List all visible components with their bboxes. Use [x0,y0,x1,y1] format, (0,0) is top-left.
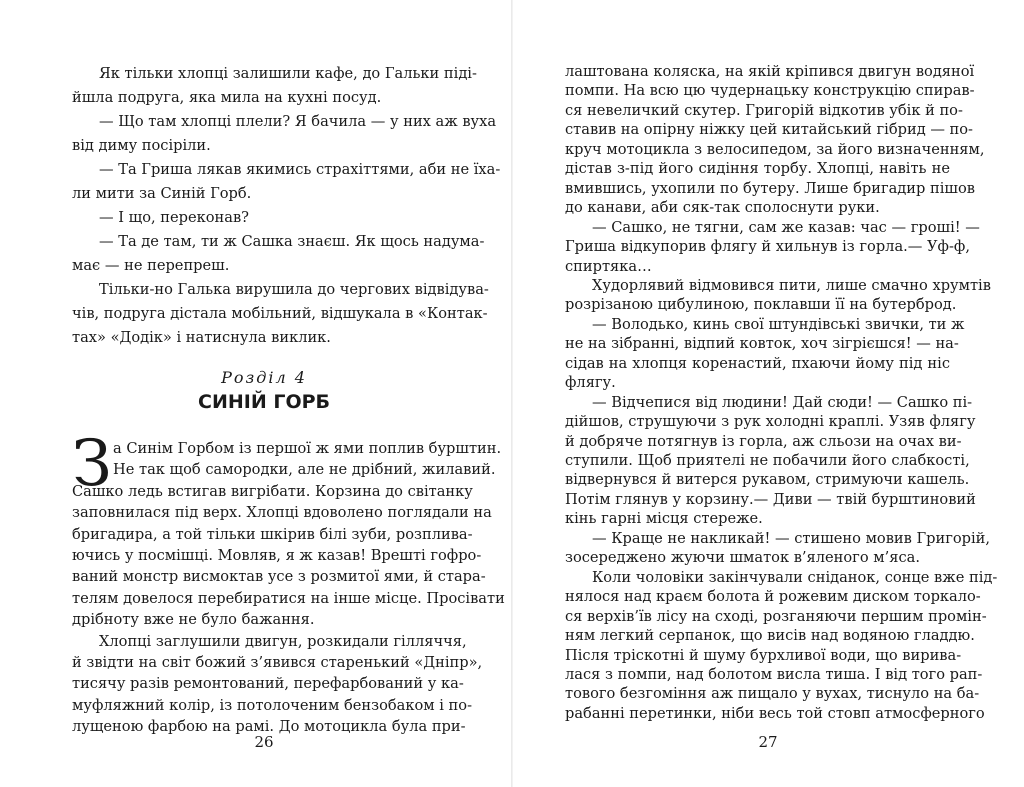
text-line: зосереджено жуючи шматок в’яленого м’яса. [565,549,920,567]
right-page [512,0,1024,787]
page-number: 26 [254,733,274,751]
text-line: заповнилася під верх. Хлопці вдоволено поглядали на [72,504,492,522]
text-line: муфляжний колір, із потолоченим бензобаком і по- [72,696,473,714]
text-line: бригадира, а той тільки шкірив білі зуби, розплива- [72,525,473,543]
text-line: флягу. [565,374,616,392]
chapter-title: СИНІЙ ГОРБ [198,391,330,413]
text-line: Хлопці заглушили двигун, розкидали гілляччя, [99,632,467,650]
text-line: лаштована коляска, на якій кріпився двигун водяної [565,63,975,80]
text-line: дістав з-під його сидіння торбу. Хлопці, навіть не [565,160,950,178]
text-line: йшла подруга, яка мила на кухні посуд. [72,89,382,106]
text-line: ваний монстр висмоктав усе з розмитої ями, й стара- [72,568,486,586]
text-line: ставив на опірну ніжку цей китайський гібрид — по- [565,121,973,139]
text-line: помпи. На всю цю чудернацьку конструкцію спирав- [565,82,975,100]
text-line: Сашко ледь встигав вигрібати. Корзина до світанку [72,482,473,500]
text-line: Не так щоб самородки, але не дрібний, жилавий. [113,461,496,479]
page-number: 27 [758,733,778,751]
text-line: ся верхів’їв лісу на сході, розганяючи першим промін- [565,607,987,625]
text-line: ступили. Щоб приятелі не побачили його слабкості, [565,452,970,469]
text-line: лущеною фарбою на рамі. До мотоцикла була при- [72,718,466,736]
text-line: Коли чоловіки закінчували сніданок, сонце вже під- [592,568,998,586]
text-line: не на зібранні, відпий ковток, хоч зігрієшся! — на- [565,335,959,353]
text-line: чів, подруга дістала мобільний, відшукала в «Контак- [72,305,488,322]
text-line: Тільки-но Галька вирушила до чергових відвідува- [99,281,489,298]
text-line: й добряче потягнув із горла, аж сльози на очах ви- [565,432,962,450]
text-line: дійшов, струшуючи з рук холодні краплі. Узяв флягу [565,413,976,431]
chapter-label: Розділ 4 [221,368,307,387]
text-line: рабанні перетинки, ніби весь той стовп атмосферного [565,704,985,722]
text-line: — Володько, кинь свої штундівські звички, ти ж [592,315,965,333]
text-line: кінь гарні місця стереже. [565,510,763,528]
text-line: Потім глянув у корзину.— Диви — твій бурштиновий [565,490,976,508]
text-line: — Що там хлопці плели? Я бачила — у них аж вуха [99,113,497,130]
text-line: вмившись, ухопили по бутеру. Лише бригадир пішов [565,179,975,197]
text-line: а Синім Горбом із першої ж ями поплив бурштин. [113,440,502,457]
text-line: — Та де там, ти ж Сашка знаєш. Як щось надума- [99,233,485,250]
text-line: Після тріскотні й шуму бурхливої води, що вирива- [565,646,962,664]
text-line: — Краще не накликай! — стишено мовив Григорій, [592,529,991,547]
text-line: від диму посіріли. [72,137,211,154]
text-line: круч мотоцикла з велосипедом, за його визначенням, [565,140,985,158]
text-line: тисячу разів ремонтований, перефарбований у ка- [72,675,464,693]
text-line: тового безгоміння аж пищало у вухах, тиснуло на ба- [565,685,980,703]
text-line: нялося над краєм болота й рожевим диском торкало- [565,588,981,606]
text-line: Худорлявий відмовився пити, лише смачно хрумтів [592,276,991,294]
text-line: до канави, аби сяк-так сполоснути руки. [565,199,880,217]
text-line: тах» «Додік» і натиснула виклик. [72,329,331,346]
text-line: — Сашко, не тягни, сам же казав: час — гроші! — [592,218,980,236]
text-line: ючись у посмішці. Мовляв, я ж казав! Врешті гофро- [72,547,482,564]
text-line: відвернувся й витерся рукавом, стримуючи кашель. [565,471,970,489]
text-line: Як тільки хлопці залишили кафе, до Гальки піді- [99,65,477,82]
text-line: — Відчепися від людини! Дай сюди! — Сашко пі- [592,393,973,411]
text-line: — Та Гриша лякав якимись страхіттями, аби не їха- [99,161,501,178]
text-line: — І що, переконав? [99,209,249,226]
text-line: телям довелося перебиратися на інше місце. Просівати [72,589,505,607]
text-line: сідав на хлопця коренастий, пхаючи йому під ніс [565,354,950,372]
text-line: дрібноту вже не було бажання. [72,611,315,629]
text-line: має — не перепреш. [72,257,230,274]
text-line: ням легкий серпанок, що висів над водяною гладдю. [565,627,975,645]
text-line: Гриша відкупорив флягу й хильнув із горла.— Уф-ф, [565,238,970,256]
text-line: ся невеличкий скутер. Григорій відкотив убік й по- [565,101,963,119]
text-line: спиртяка… [565,257,652,275]
text-line: розрізаною цибулиною, поклавши її на бутерброд. [565,296,957,314]
text-line: й звідти на світ божий з’явився старенький «Дніпр», [72,654,483,671]
text-line: ли мити за Синій Горб. [72,185,252,202]
text-line: лася з помпи, над болотом висла тиша. І від того рап- [565,665,983,683]
drop-cap: З [72,427,112,501]
